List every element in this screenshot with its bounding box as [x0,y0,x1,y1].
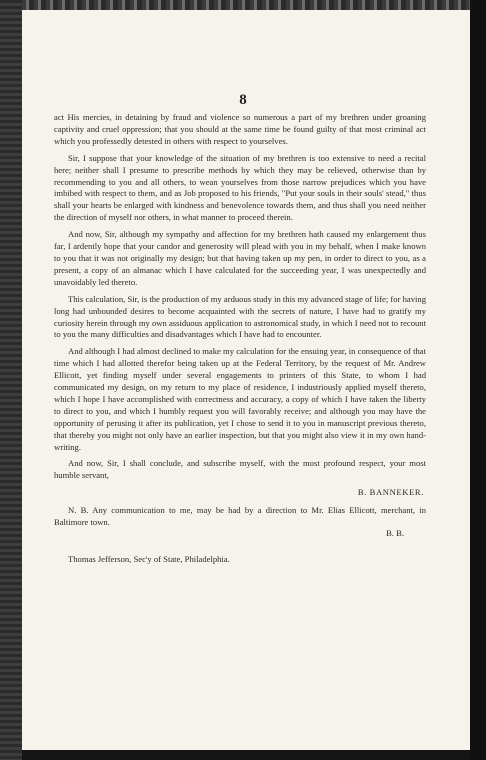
paragraph-4: This calculation, Sir, is the production of my arduous study in this my advanced stage of life; for having long had unbounded desires to become acquainted with the secrets of nature, I have had to gratify my curiosity herein through my own assiduous application to astronomical study, in which I need not to recount to you the many difficulties and disadvantages which I have had to encounter. [54,293,426,340]
scan-left-edge [0,0,22,760]
letter-body [54,112,426,571]
scan-right-edge [469,0,486,760]
signature: B. BANNEKER. [357,487,424,498]
scan-top-edge [22,0,470,10]
page-number: 8 [239,92,247,108]
paragraph-2: Sir, I suppose that your knowledge of the situation of my brethren is too extensive to need a recital here; neither shall I presume to prescribe methods by which they may be relieved, otherwise than by recommending to you and all others, to wean yourselves from those narrow prejudices which you have imbibed with respect to them, and as Job proposed to his friends, "Put your souls in their souls' stead," thus shall your hearts be enlarged with kindness and benevolence towards them, and thus shall you need neither the direction of myself nor others, in what manner to proceed therein. [54,152,426,223]
addressee-line: Thomas Jefferson, Sec'y of State, Philadelphia. [68,553,230,564]
paragraph-5: And although I had almost declined to make my calculation for the ensuing year, in consequence of that time which I had allotted therefor being taken up at the Federal Territory, by the request of Mr. Andrew Ellicott, yet finding myself under several engagements to printers of this State, to whom I had communicated my design, on my return to my place of residence, I industriously applied myself thereto, which I hope I have accomplished with correctness and accuracy, a copy of which I have taken the liberty to direct to you, and which I humbly request you will favorably receive; and although you may have the opportunity of perusing it after its publication, yet I chose to send it to you in manuscript previous thereto, that thereby you might not only have an earlier inspection, but that you might also view it in my own hand-writing. [54,346,426,452]
paragraph-3: And now, Sir, although my sympathy and affection for my brethren hath caused my enlargement thus far, I ardently hope that your candor and generosity will plead with you in my behalf, when I make known to you that it was not originally my design; but that having taken up my pen, in order to direct to you, as a present, a copy of an almanac which I have calculated for the succeeding year, I was unexpectedly and unavoidably led thereto. [54,229,426,287]
paragraph-6: And now, Sir, I shall conclude, and subscribe myself, with the most profound respect, your most humble servant, [54,458,426,481]
postscript-initials: B. B. [386,528,404,538]
paragraph-1: act His mercies, in detaining by fraud and violence so numerous a part of my brethren under groaning captivity and cruel oppression; that you should at the same time be found guilty of that most criminal act which you professedly detested in others with respect to yourselves. [54,112,426,146]
scan-bottom-edge [22,750,470,760]
postscript: N. B. Any communication to me, may be had by a direction to Mr. Elias Ellicott, merchant, in Baltimore town. [54,505,426,528]
